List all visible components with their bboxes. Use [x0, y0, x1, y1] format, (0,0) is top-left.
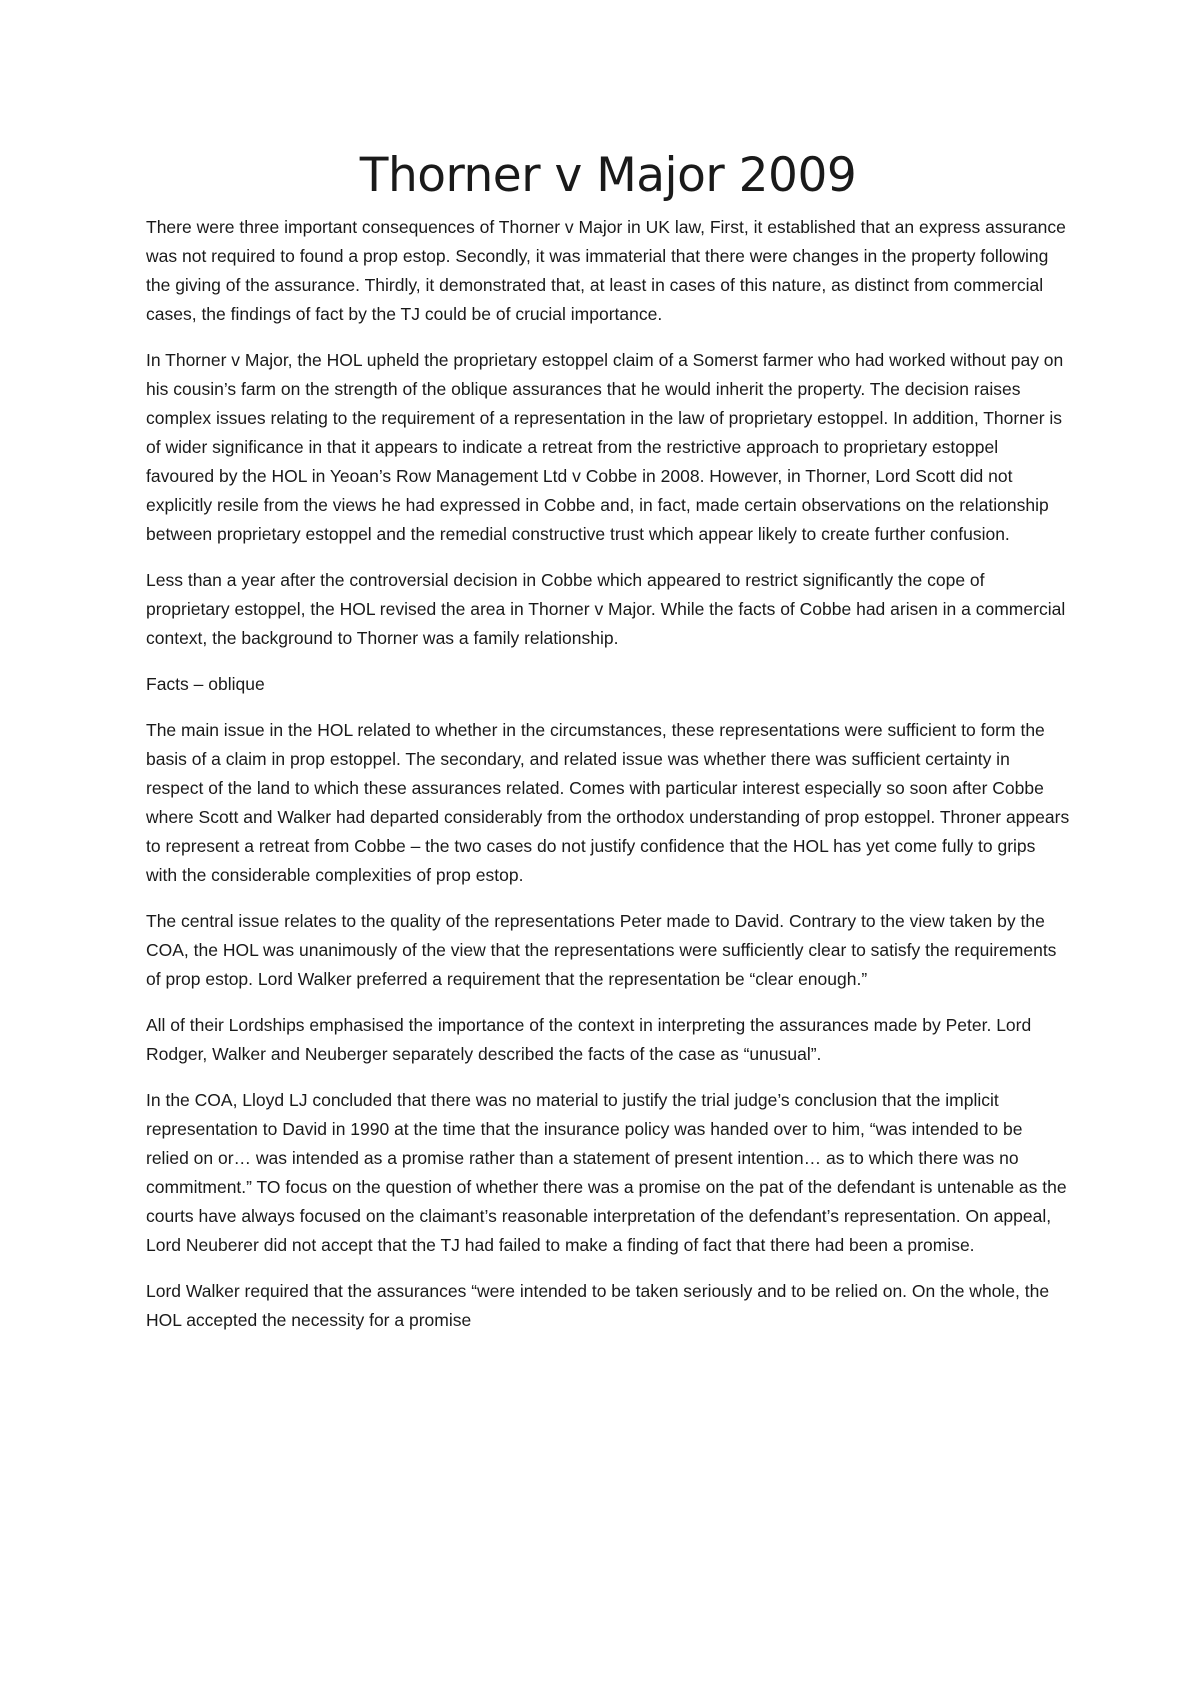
- paragraph-less-than-a-year: Less than a year after the controversial decision in Cobbe which appeared to restrict significantly the cope of proprietary estoppel, the HOL revised the area in Thorner v Major. While the facts of Cobbe had arisen in a commercial context, the background to Thorner was a family relationship.: [146, 570, 1066, 648]
- paragraph-lordships-context: All of their Lordships emphasised the importance of the context in interpreting the assurances made by Peter. Lord Rodger, Walker and Neuberger separately described the facts of the case as “unusual”.: [146, 1015, 1032, 1064]
- document-body: [146, 146, 1070, 1352]
- paragraph-lord-walker: Lord Walker required that the assurances “were intended to be taken seriously and to be relied on. On the whole, the HOL accepted the necessity for a promise: [146, 1281, 1050, 1330]
- paragraph-hol-upheld: In Thorner v Major, the HOL upheld the proprietary estoppel claim of a Somerst farmer who had worked without pay on his cousin’s farm on the strength of the oblique assurances that he would inherit the property. The decision raises complex issues relating to the requirement of a representation in the law of proprietary estoppel. In addition, Thorner is of wider significance in that it appears to indicate a retreat from the restrictive approach to proprietary estoppel favoured by the HOL in Yeoan’s Row Management Ltd v Cobbe in 2008. However, in Thorner, Lord Scott did not explicitly resile from the views he had expressed in Cobbe and, in fact, made certain observations on the relationship between proprietary estoppel and the remedial constructive trust which appear likely to create further confusion.: [146, 350, 1064, 544]
- paragraph-coa-lloyd: In the COA, Lloyd LJ concluded that there was no material to justify the trial judge’s conclusion that the implicit representation to David in 1990 at the time that the insurance policy was handed over to him, “was intended to be relied on or… was intended as a promise rather than a statement of present intention… as to which there was no commitment.” TO focus on the question of whether there was a promise on the pat of the defendant is untenable as the courts have always focused on the claimant’s reasonable interpretation of the defendant’s representation. On appeal, Lord Neuberer did not accept that the TJ had failed to make a finding of fact that there had been a promise.: [146, 1090, 1067, 1255]
- paragraph-main-issue: The main issue in the HOL related to whether in the circumstances, these representations were sufficient to form the basis of a claim in prop estoppel. The secondary, and related issue was whether there was sufficient certainty in respect of the land to which these assurances related. Comes with particular interest especially so soon after Cobbe where Scott and Walker had departed considerably from the orthodox understanding of prop estoppel. Throner appears to represent a retreat from Cobbe – the two cases do not justify confidence that the HOL has yet come fully to grips with the considerable complexities of prop estop.: [146, 720, 1070, 885]
- paragraph-central-issue: The central issue relates to the quality of the representations Peter made to David. Contrary to the view taken by the COA, the HOL was unanimously of the view that the representations were sufficiently clear to satisfy the requirements of prop estop. Lord Walker preferred a requirement that the representation be “clear enough.”: [146, 911, 1057, 989]
- paragraph-consequences: There were three important consequences of Thorner v Major in UK law, First, it established that an express assurance was not required to found a prop estop. Secondly, it was immaterial that there were changes in the property following the giving of the assurance. Thirdly, it demonstrated that, at least in cases of this nature, as distinct from commercial cases, the findings of fact by the TJ could be of crucial importance.: [146, 217, 1066, 324]
- document-title: Thorner v Major 2009: [359, 148, 857, 203]
- paragraph-facts-heading: Facts – oblique: [146, 674, 265, 694]
